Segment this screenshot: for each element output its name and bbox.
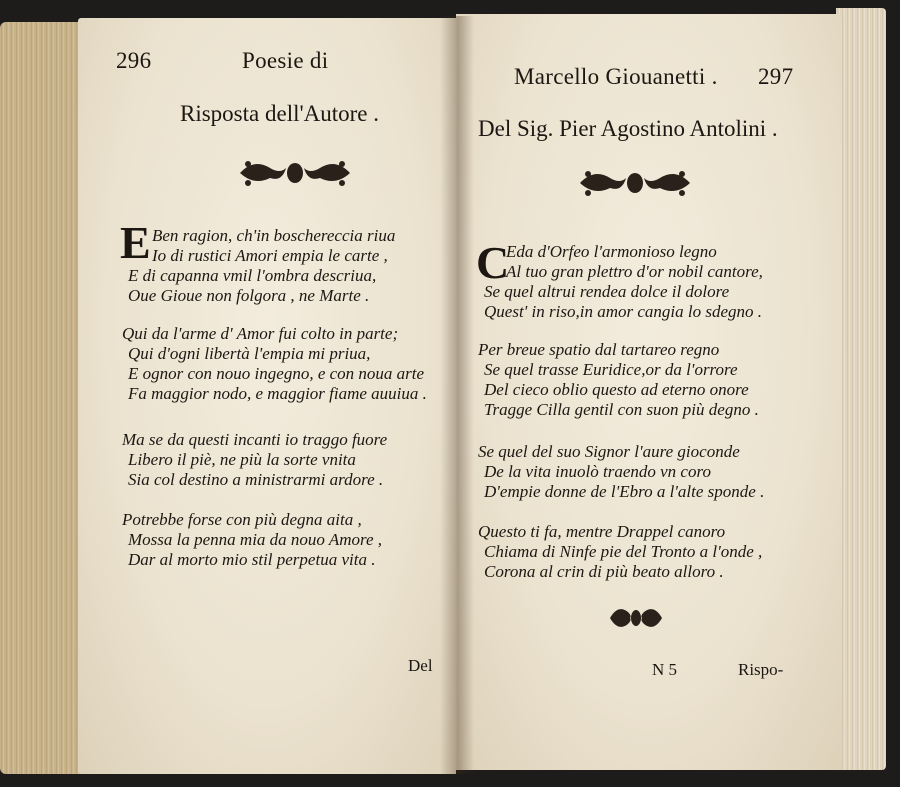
book-gutter <box>440 16 474 774</box>
verse-line: Potrebbe forse con più degna aita , <box>122 510 362 529</box>
verse-line: D'empie donne de l'Ebro a l'alte sponde . <box>484 482 765 501</box>
verse-line: Qui da l'arme d' Amor fui colto in parte; <box>122 324 399 343</box>
catchword-right: Rispo- <box>738 660 784 679</box>
poem-title-left: Risposta dell'Autore . <box>180 101 379 126</box>
printers-ornament-right <box>576 166 694 200</box>
verse-line: Chiama di Ninfe pie del Tronto a l'onde , <box>484 542 763 561</box>
verse-line: Quest' in riso,in amor cangia lo sdegno . <box>484 302 762 321</box>
verse-line: Questo ti fa, mentre Drappel canoro <box>478 522 726 541</box>
verse-line: Tragge Cilla gentil con suon più degno . <box>484 400 759 419</box>
verse-line: Ben ragion, ch'in boschereccia riua <box>152 226 396 245</box>
page-number-left: 296 <box>116 48 152 73</box>
verse-line: Io di rustici Amori empia le carte , <box>152 246 388 265</box>
page-number-right: 297 <box>758 64 794 89</box>
running-head-left: Poesie di <box>242 48 329 73</box>
verse-line: Se quel del suo Signor l'aure gioconde <box>478 442 740 461</box>
verse-line: Al tuo gran plettro d'or nobil cantore, <box>506 262 763 281</box>
verse-line: Mossa la penna mia da nouo Amore , <box>128 530 383 549</box>
poem-title-right: Del Sig. Pier Agostino Antolini . <box>478 116 778 141</box>
verse-line: Ma se da questi incanti io traggo fuore <box>122 430 388 449</box>
left-page <box>78 18 456 774</box>
catchword-left: Del <box>408 656 433 675</box>
signature-mark: N 5 <box>652 660 678 679</box>
verse-line: E di capanna vmil l'ombra descriua, <box>128 266 377 285</box>
printers-ornament-left <box>236 156 354 190</box>
left-page-edges <box>0 22 86 774</box>
verse-line: Per breue spatio dal tartareo regno <box>478 340 720 359</box>
right-page <box>456 14 842 770</box>
tailpiece-ornament <box>608 602 664 634</box>
running-head-right: Marcello Giouanetti . <box>514 64 718 89</box>
verse-line: E ognor con nouo ingegno, e con noua arte <box>128 364 425 383</box>
verse-line: Libero il piè, ne più la sorte vnita <box>128 450 356 469</box>
verse-line: Oue Gioue non folgora , ne Marte . <box>128 286 370 305</box>
drop-cap-right: C <box>476 237 510 288</box>
verse-line: Dar al morto mio stil perpetua vita . <box>128 550 376 569</box>
verse-line: Corona al crin di più beato alloro . <box>484 562 724 581</box>
right-page-edges <box>836 8 886 770</box>
verse-line: Eda d'Orfeo l'armonioso legno <box>506 242 717 261</box>
verse-line: Fa maggior nodo, e maggior fiame auuiua . <box>128 384 427 403</box>
verse-line: Se quel trasse Euridice,or da l'orrore <box>484 360 738 379</box>
drop-cap-left: E <box>120 217 151 268</box>
verse-line: Se quel altrui rendea dolce il dolore <box>484 282 730 301</box>
verse-line: Qui d'ogni libertà l'empia mi priua, <box>128 344 371 363</box>
verse-line: Sia col destino a ministrarmi ardore . <box>128 470 384 489</box>
verse-line: De la vita inuolò traendo vn coro <box>484 462 711 481</box>
verse-line: Del cieco oblio questo ad eterno onore <box>484 380 749 399</box>
